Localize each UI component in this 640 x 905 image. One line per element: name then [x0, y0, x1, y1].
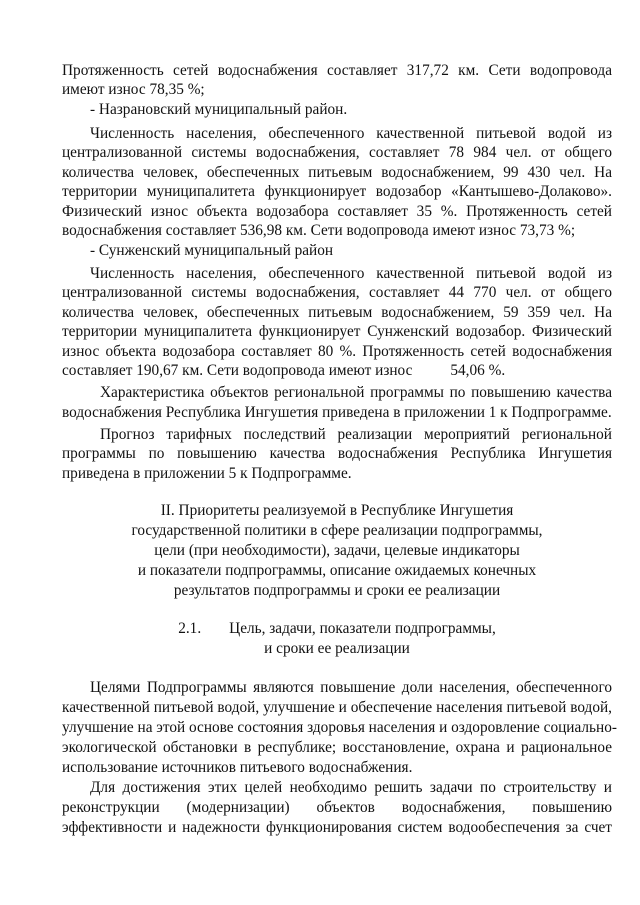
text-line: приведена в приложении 5 к Подпрограмме. [62, 465, 352, 482]
text-line: Численность населения, обеспеченного качественной питьевой водой из [90, 265, 612, 282]
subsection-heading [62, 619, 612, 638]
subsection-title: Цель, задачи, показатели подпрограммы, [229, 620, 496, 637]
text-line: Физический износ объекта водозабора составляет 35 %. Протяженность сетей [62, 203, 612, 220]
text-segment: 54,06 %. [450, 362, 506, 379]
text-line: водоснабжения Республика Ингушетия приведена в приложении 1 к Подпрограмме. [62, 404, 612, 421]
text-line: эффективности и надежности функционирования систем водообеспечения за счет [62, 819, 612, 836]
text-line: водоснабжения составляет 536,98 км. Сети водопровода имеют износ 73,73 %; [62, 222, 576, 239]
text-line: качественной питьевой водой, улучшение и обеспечение населения питьевой водой, [62, 699, 612, 716]
text-line: износ объекта водозабора составляет 80 %. Протяженность сетей водоснабжения [62, 343, 612, 360]
section-heading: цели (при необходимости), задачи, целевые индикаторы [154, 542, 520, 559]
text-segment: составляет 190,67 км. Сети водопровода имеют износ [62, 362, 413, 379]
text-line: экологической обстановки в республике; восстановление, охрана и рациональное [62, 739, 612, 756]
text-line: Для достижения этих целей необходимо решить задачи по строительству и [90, 779, 612, 796]
text-line: Протяженность сетей водоснабжения составляет 317,72 км. Сети водопровода [62, 62, 612, 79]
text-line: централизованной системы водоснабжения, составляет 44 770 чел. от общего [62, 284, 612, 301]
text-line: программы по повышению качества водоснабжения Республика Ингушетия [62, 445, 612, 462]
text-line: Прогноз тарифных последствий реализации мероприятий региональной [100, 426, 612, 443]
section-heading: государственной политики в сфере реализации подпрограммы, [131, 522, 543, 539]
section-heading: II. Приоритеты реализуемой в Республике Ингушетия [160, 502, 514, 519]
text-line: использование источников питьевого водоснабжения. [62, 759, 413, 776]
text-line: количества человек, обеспеченных питьевым водоснабжением, 59 359 чел. На [62, 304, 612, 321]
text-line: Целями Подпрограммы являются повышение доли населения, обеспеченного [90, 679, 612, 696]
subsection-number: 2.1. [178, 620, 202, 637]
district-heading-sunzha: - Сунженский муниципальный район [90, 242, 334, 259]
text-line: централизованной системы водоснабжения, составляет 78 984 чел. от общего [62, 144, 612, 161]
text-line: Характеристика объектов региональной программы по повышению качества [100, 384, 612, 401]
text-line: Численность населения, обеспеченного качественной питьевой водой из [90, 125, 612, 142]
subsection-heading: и сроки ее реализации [264, 640, 410, 657]
district-heading-nazran: - Назрановский муниципальный район. [90, 101, 348, 118]
text-line: имеют износ 78,35 %; [62, 81, 205, 98]
section-heading: результатов подпрограммы и сроки ее реализации [173, 582, 501, 599]
text-line: реконструкции (модернизации) объектов водоснабжения, повышению [62, 799, 612, 816]
text-line: территории муниципалитета функционирует Сунженский водозабор. Физический [62, 323, 612, 340]
text-line: территории муниципалитета функционирует водозабор «Кантышево-Долаково». [62, 183, 612, 200]
text-line: количества человек, обеспеченных питьевым водоснабжением, 99 430 чел. На [62, 164, 612, 181]
text-line [62, 361, 505, 380]
section-heading: и показатели подпрограммы, описание ожидаемых конечных [137, 562, 537, 579]
text-line: улучшение на этой основе состояния здоровья населения и оздоровление социально- [62, 719, 617, 736]
